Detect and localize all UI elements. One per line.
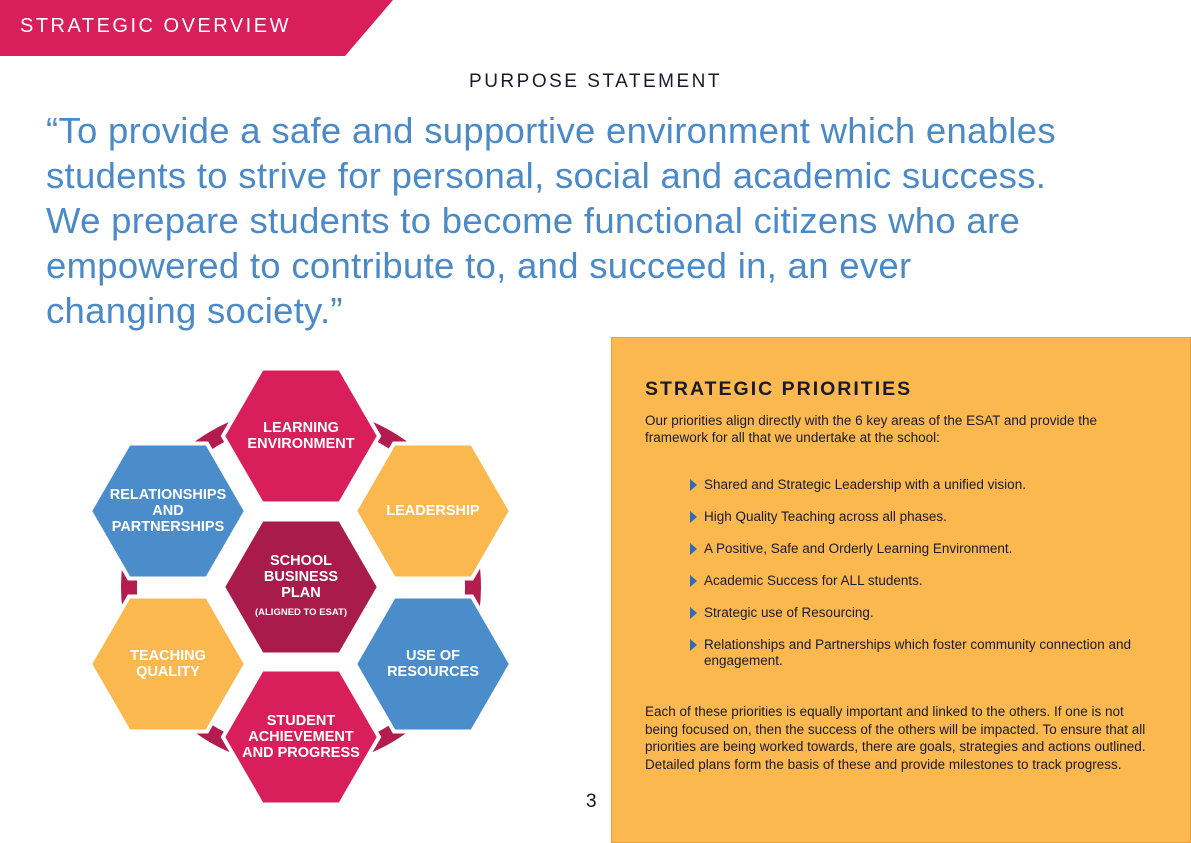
hex-label-use-of-resources: USE OF RESOURCES: [387, 648, 479, 680]
triangle-bullet-icon: [690, 575, 697, 587]
hex-label-teaching-quality: TEACHING QUALITY: [130, 648, 206, 680]
esat-diagram: [80, 360, 520, 820]
hex-label-relationships: RELATIONSHIPS AND PARTNERSHIPS: [109, 487, 227, 535]
purpose-line: We prepare students to become functional citizens who are: [46, 200, 1021, 241]
triangle-bullet-icon: [690, 511, 697, 523]
strategic-priorities-panel: [611, 337, 1191, 843]
section-banner: [0, 0, 395, 56]
purpose-line: “To provide a safe and supportive environment which enables: [46, 110, 1056, 151]
list-item: Shared and Strategic Leadership with a unified vision.: [690, 477, 1150, 493]
hex-label-school-business-plan: SCHOOL BUSINESS PLAN (ALIGNED TO ESAT): [226, 553, 376, 621]
hex-label-learning-environment: LEARNING ENVIRONMENT: [247, 420, 355, 452]
triangle-bullet-icon: [690, 639, 697, 651]
purpose-line: empowered to contribute to, and succeed in, an ever: [46, 245, 912, 286]
list-item: A Positive, Safe and Orderly Learning Environment.: [690, 541, 1150, 557]
hex-label-leadership: LEADERSHIP: [386, 503, 480, 519]
priorities-outro: Each of these priorities is equally important and linked to the others. If one is not being focused on, then the success of the others will be impacted. To ensure that all priorities are being worked towards, there are goals, strategies and actions outlined. Detailed plans form the basis of these and provide milestones to track progress.: [645, 704, 1146, 772]
center-subtitle: (ALIGNED TO ESAT): [254, 607, 347, 618]
page-number: 3: [586, 791, 597, 812]
list-item: Relationships and Partnerships which foster community connection and engagement.: [690, 637, 1150, 669]
banner-label: STRATEGIC OVERVIEW: [20, 15, 291, 37]
purpose-statement: [46, 108, 1166, 333]
list-item: High Quality Teaching across all phases.: [690, 509, 1150, 525]
purpose-line: changing society.”: [46, 290, 343, 331]
triangle-bullet-icon: [690, 543, 697, 555]
purpose-line: students to strive for personal, social and academic success.: [46, 155, 1047, 196]
triangle-bullet-icon: [690, 479, 697, 491]
list-item: Academic Success for ALL students.: [690, 573, 1150, 589]
priorities-list: [690, 477, 1150, 685]
priorities-intro: Our priorities align directly with the 6 key areas of the ESAT and provide the framework for all that we undertake at the school:: [645, 413, 1097, 445]
hex-label-student-achievement: STUDENT ACHIEVEMENT AND PROGRESS: [242, 713, 360, 761]
list-item: Strategic use of Resourcing.: [690, 605, 1150, 621]
purpose-heading: PURPOSE STATEMENT: [469, 71, 722, 92]
priorities-title: STRATEGIC PRIORITIES: [645, 378, 913, 400]
triangle-bullet-icon: [690, 607, 697, 619]
